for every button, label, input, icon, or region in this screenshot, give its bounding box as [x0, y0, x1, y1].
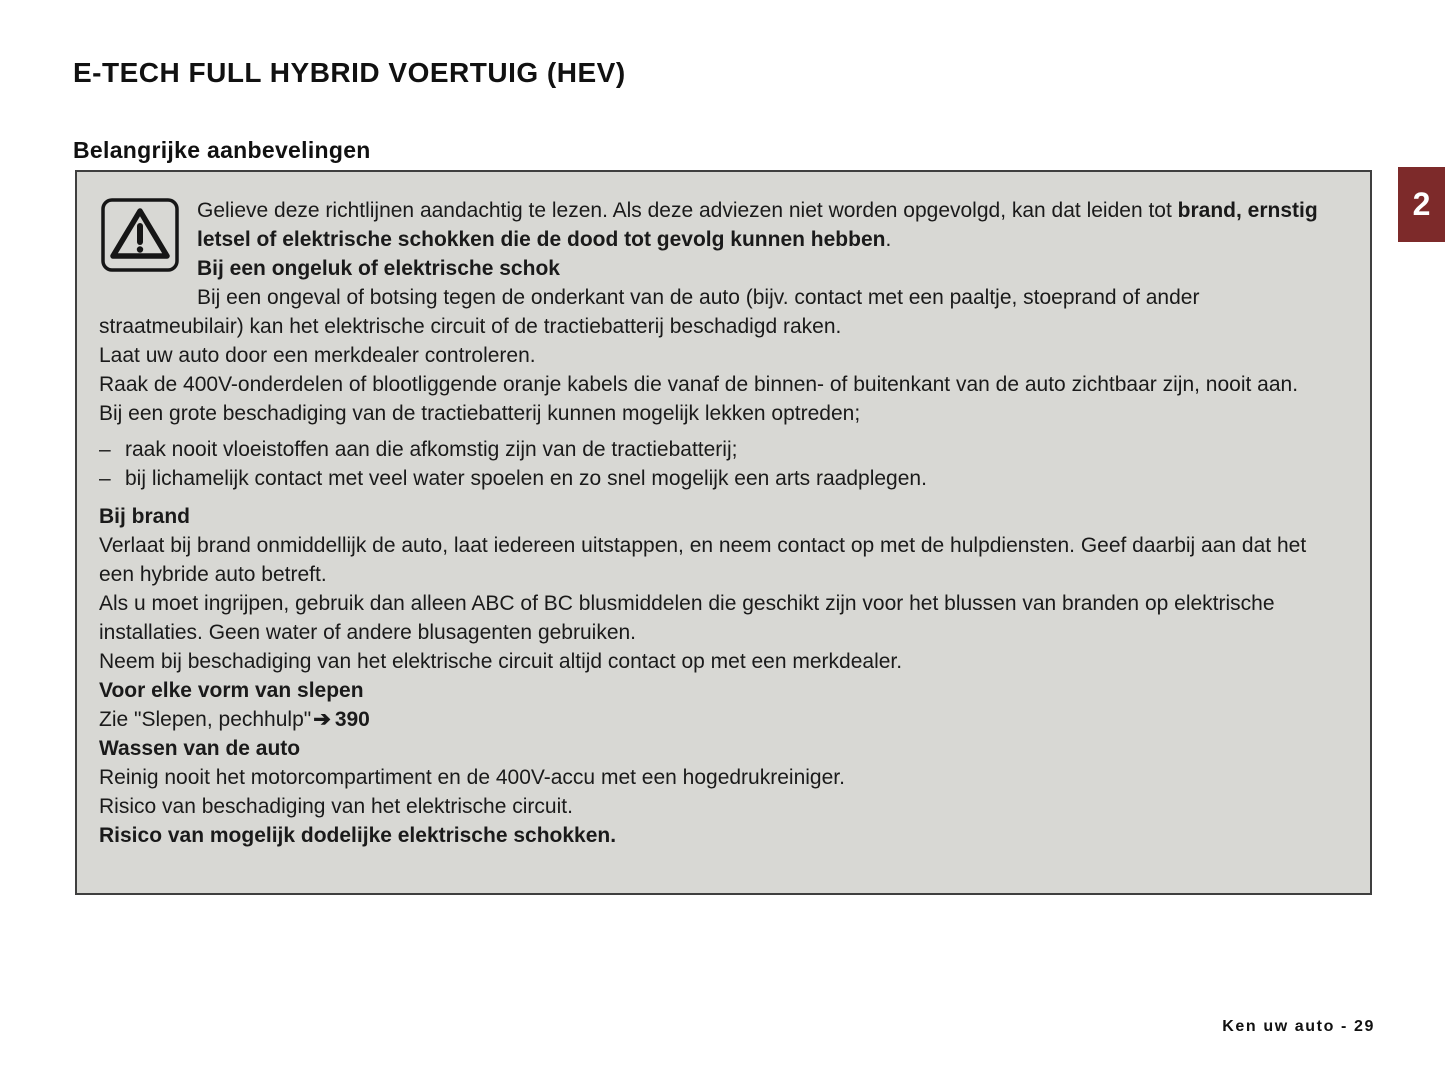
warning-box	[75, 170, 1372, 895]
intro-paragraph	[99, 196, 1334, 254]
washing-heading: Wassen van de auto	[99, 737, 301, 760]
washing-paragraph-2: Risico van beschadiging van het elektrische circuit.	[99, 795, 573, 818]
fire-paragraph-1: Verlaat bij brand onmiddellijk de auto, laat iedereen uitstappen, en neem contact op met de hulpdiensten. Geef daarbij aan dat het een hybride auto betreft.	[99, 534, 1307, 586]
washing-warning-bold: Risico van mogelijk dodelijke elektrische schokken.	[99, 824, 617, 847]
bullet-item	[99, 435, 1334, 464]
accident-paragraph-2: Laat uw auto door een merkdealer controleren.	[99, 344, 536, 367]
bullet-dash: –	[99, 438, 111, 461]
fire-paragraph-3: Neem bij beschadiging van het elektrische circuit altijd contact op met een merkdealer.	[99, 650, 903, 673]
accident-bullet-list	[99, 435, 1334, 493]
fire-paragraph-2: Als u moet ingrijpen, gebruik dan alleen ABC of BC blusmiddelen die geschikt zijn voor het blussen van branden op elektrische installaties. Geen water of andere blusagenten gebruiken.	[99, 592, 1275, 644]
chapter-tab	[1398, 167, 1445, 242]
cross-reference-arrow-icon: ➔	[313, 708, 331, 731]
page-title: E-TECH FULL HYBRID VOERTUIG (HEV)	[73, 56, 626, 88]
towing-heading: Voor elke vorm van slepen	[99, 679, 364, 702]
bullet-item	[99, 464, 1334, 493]
intro-period: .	[885, 228, 892, 251]
intro-bold-text: brand, ernstig letsel of elektrische schokken die de dood tot gevolg kunnen hebben	[197, 199, 1318, 251]
warning-triangle-icon	[101, 198, 179, 272]
accident-paragraph-1: Bij een ongeval of botsing tegen de onderkant van de auto (bijv. contact met een paaltje, stoeprand of ander straatmeubilair) kan het elektrische circuit of de tractiebatterij beschadigd raken.	[99, 286, 1200, 338]
accident-paragraph-4: Bij een grote beschadiging van de tractiebatterij kunnen mogelijk lekken optreden;	[99, 402, 861, 425]
bullet-text: raak nooit vloeistoffen aan die afkomstig zijn van de tractiebatterij;	[125, 438, 738, 461]
towing-reference-text: Zie "Slepen, pechhulp"	[99, 708, 312, 731]
towing-reference-line	[99, 705, 1334, 734]
accident-paragraph-3: Raak de 400V-onderdelen of blootliggende oranje kabels die vanaf de binnen- of buitenkant van de auto zichtbaar zijn, nooit aan.	[99, 373, 1299, 396]
cross-reference-page-number: 390	[334, 708, 370, 731]
washing-paragraph-1: Reinig nooit het motorcompartiment en de 400V-accu met een hogedrukreiniger.	[99, 766, 845, 789]
accident-heading: Bij een ongeluk of elektrische schok	[197, 257, 560, 280]
footer-page-label: Ken uw auto - 29	[1222, 1018, 1375, 1035]
chapter-number: 2	[1412, 186, 1431, 222]
bullet-dash: –	[99, 467, 111, 490]
page-subtitle: Belangrijke aanbevelingen	[73, 137, 371, 164]
fire-heading: Bij brand	[99, 505, 191, 528]
bullet-text: bij lichamelijk contact met veel water spoelen en zo snel mogelijk een arts raadplegen.	[125, 467, 927, 490]
intro-text: Gelieve deze richtlijnen aandachtig te lezen. Als deze adviezen niet worden opgevolgd, kan dat leiden tot	[197, 199, 1178, 222]
